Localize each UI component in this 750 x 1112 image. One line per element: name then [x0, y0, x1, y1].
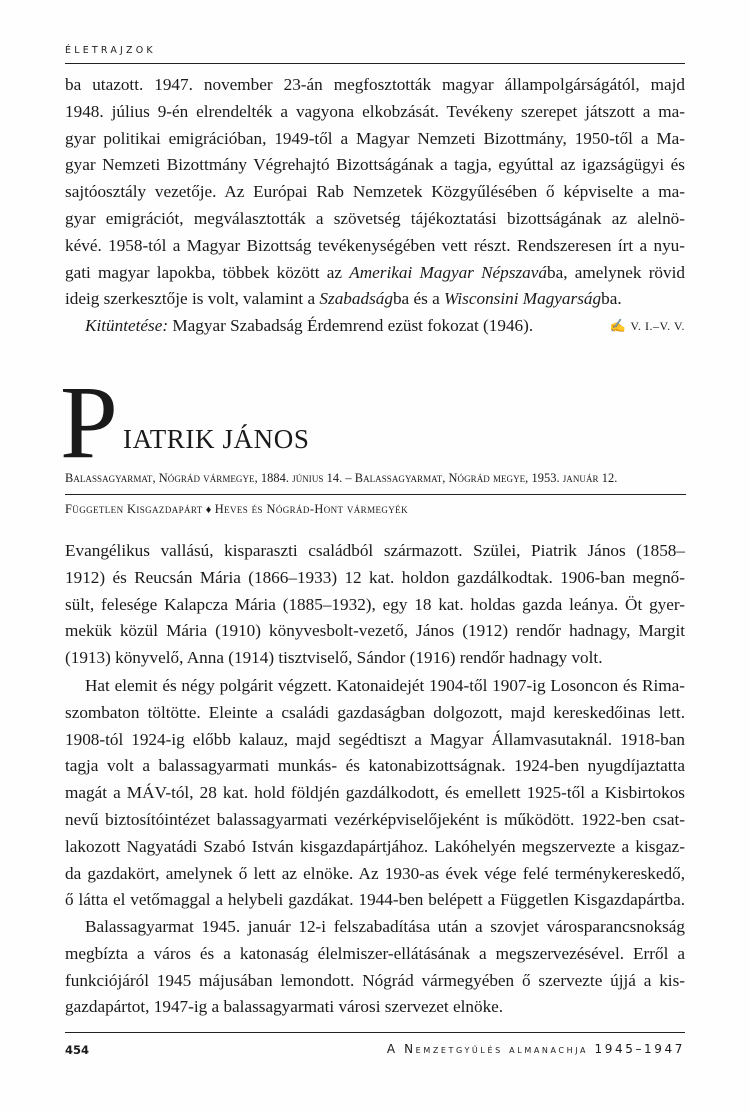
text-line: megbízta a város és a katonaság élelmiszer-ellátásának a megszervezésével. Erről a	[65, 943, 685, 963]
award-line	[65, 313, 685, 340]
text-line: gyar Nemzeti Bizottmány Végrehajtó Bizottságának a tagja, egyúttal az igazságügyi és	[65, 155, 685, 175]
text-line: 1912) és Reucsán Mária (1866–1933) 12 kat. holdon gazdálkodtak. 1906-ban megnő-	[65, 567, 685, 587]
birth-death-info: Balassagyarmat, Nógrád vármegye, 1884. június 14. – Balassagyarmat, Nógrád megye, 1953. január 12.	[65, 471, 618, 485]
text-line: ba utazott. 1947. november 23-án megfosztották magyar állampolgárságától, majd	[65, 75, 685, 94]
biography-paragraph-2	[65, 673, 685, 914]
author-signature	[610, 313, 685, 340]
award-text	[85, 313, 533, 340]
party-constituency-line	[65, 502, 408, 517]
header-rule	[65, 63, 685, 64]
text-line: sült, felesége Kalapcza Mária (1885–1932), egy 18 kat. holdas gazda leánya. Öt gyer-	[65, 594, 685, 614]
award-label: Kitüntetése:	[85, 316, 169, 336]
award-value: Magyar Szabadság Érdemrend ezüst fokozat (1946).	[168, 316, 534, 336]
text-line: 1948. július 9-én elrendelték a vagyona elkobzását. Tevékeny szerepet játszott a ma-	[65, 101, 685, 121]
text-line: gazdapártot, 1947-ig a balassagyarmati városi szervezet elnöke.	[65, 997, 504, 1017]
text-line: Evangélikus vallású, kisparaszti családból származott. Szülei, Piatrik János (1858–	[65, 541, 685, 560]
text-line: (1913) könyvelő, Anna (1914) tisztviselő, Sándor (1916) rendőr hadnagy volt.	[65, 648, 603, 668]
text-line: da gazdakört, amelynek ő lett az elnöke. Az 1930-as évek vége felé terménykereskedő,	[65, 863, 685, 883]
text-line: szombaton töltötte. Eleinte a családi gazdaságban dolgozott, majd kereskedőinas lett.	[65, 702, 685, 722]
text-line: nevű biztosítóintézet balassagyarmati vezérképviselőjeként is működött. 1922-ben csat-	[65, 809, 685, 829]
biography-paragraph-1	[65, 538, 685, 672]
text-line: kévé. 1958-tól a Magyar Bizottság tevékenységében vett részt. Rendszeresen írt a nyu-	[65, 235, 685, 255]
text-line: tagja volt a balassagyarmati munkás- és katonabizottságnak. 1924-ben nyugdíjaztatta	[65, 756, 685, 776]
diamond-separator-icon: ♦	[205, 504, 212, 516]
publication-title: Amerikai Magyar Népszavá	[349, 262, 547, 282]
text-line: gyar politikai emigrációban, 1949-től a Magyar Nemzeti Bizottmány, 1950-től a Ma-	[65, 128, 685, 148]
text-line: Hat elemit és négy polgárit végzett. Katonaidejét 1904-től 1907-ig Losoncon és Rima-	[85, 676, 685, 695]
text-line: ő látta el vetőmaggal a helybeli gazdákat. 1944-ben belépett a Független Kisgazdapártba.	[65, 890, 685, 910]
text-line: magát a MÁV-tól, 28 kat. hold földjén gazdálkodott, és emellett 1925-től a Kisbirtokos	[65, 783, 685, 803]
text-line: lakozott Nagyatádi Szabó István kisgazdapártjához. Lakóhelyén megszervezte a kisgaz-	[65, 836, 685, 856]
text-line: Balassagyarmat 1945. január 12-i felszabadítása után a szovjet városparancsnokság	[85, 917, 685, 936]
publication-title: Szabadság	[319, 289, 393, 309]
entry-initial: P	[60, 365, 118, 480]
footer-rule	[65, 1032, 685, 1033]
biography-paragraph-3	[65, 914, 685, 1021]
constituency: Heves és Nógrád-Hont vármegyék	[214, 502, 408, 516]
entry-name: IATRIK JÁNOS	[123, 424, 310, 454]
pen-icon: ✍	[609, 318, 627, 334]
text-line	[65, 260, 685, 287]
text-segment: ideig szerkesztője is volt, valamint a	[65, 289, 320, 309]
text-segment: ba.	[601, 289, 622, 309]
running-head: ÉLETRAJZOK	[65, 45, 156, 56]
text-line: gyar emigrációt, megválasztották a szövetség tájékoztatási bizottságának az alelnö-	[65, 208, 685, 228]
text-segment: ba és a	[392, 289, 445, 309]
text-line: mekük közül Mária (1910) könyvesbolt-vezető, János (1912) rendőr hadnagy, Margit	[65, 621, 685, 641]
book-title: A Nemzetgyűlés almanachja 1945–1947	[386, 1042, 685, 1056]
party-name: Független Kisgazdapárt	[65, 502, 203, 516]
text-segment: gati magyar lapokba, többek között az	[65, 262, 350, 282]
previous-entry-text	[65, 72, 685, 340]
entry-rule	[65, 494, 686, 495]
page-number: 454	[65, 1043, 90, 1057]
text-line: sajtóosztály vezetője. Az Európai Rab Nemzetek Közgyűlésében ő képviselte a ma-	[65, 182, 685, 202]
text-line	[65, 286, 685, 313]
text-line: 1908-tól 1924-ig előbb kalauz, majd segédtiszt a Magyar Államvasutaknál. 1918-ban	[65, 729, 685, 749]
text-segment: ba, amelynek rövid	[546, 262, 685, 282]
signature-initials: V. I.–V. V.	[630, 319, 685, 334]
publication-title: Wisconsini Magyarság	[444, 289, 602, 309]
text-line: funkciójáról 1945 májusában lemondott. Nógrád vármegyében ő szervezte újjá a kis-	[65, 970, 685, 990]
